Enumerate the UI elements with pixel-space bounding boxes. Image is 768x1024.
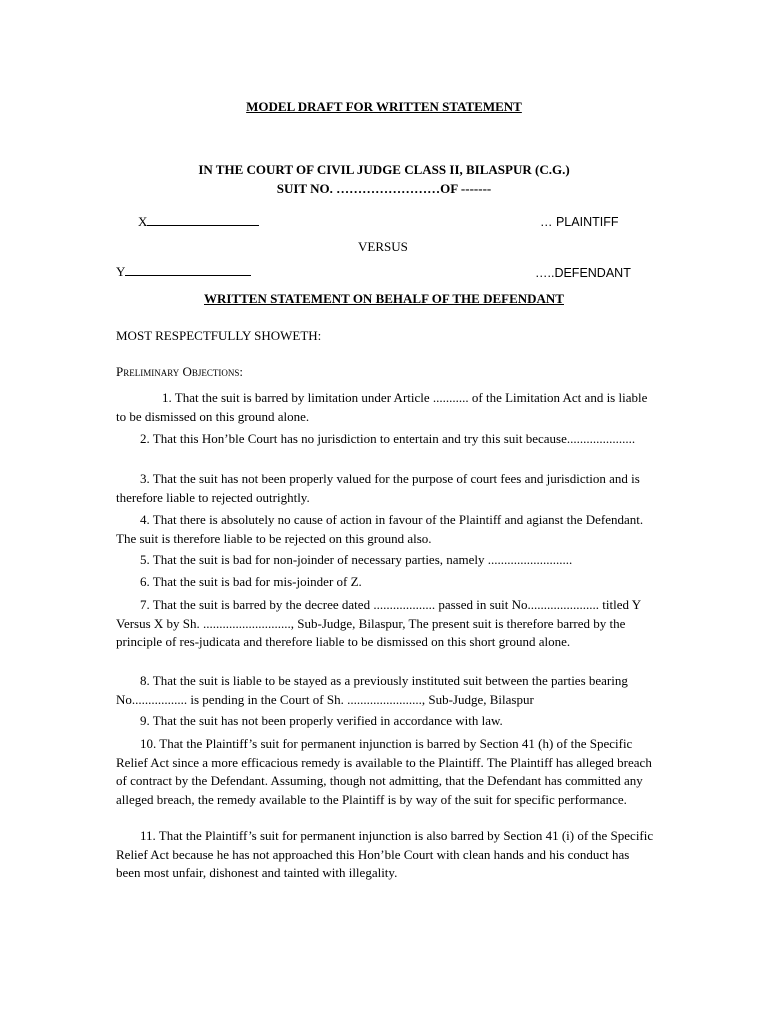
versus-label: VERSUS: [358, 239, 408, 254]
party-y-blank: [125, 264, 251, 276]
objection-paragraph-6: 6. That the suit is bad for mis-joinder of Z.: [140, 574, 362, 589]
showeth-line: MOST RESPECTFULLY SHOWETH:: [116, 328, 322, 343]
party-x-line: [138, 214, 259, 230]
objection-paragraph-10: 10. That the Plaintiff’s suit for permanent injunction is barred by Section 41 (h) of the Specific Relief Act since a more efficacious remedy is available to the Plaintiff. The Plaintiff has alleged breach of contract by the Defendant. Assuming, though not admitting, that the Defendant has committed any alleged breach, the remedy available to the Plaintiff is by way of the suit for specific performance.: [116, 736, 652, 807]
objection-paragraph-1: 1. That the suit is barred by limitation under Article ........... of the Limitation Act and is liable to be dismissed on this ground alone.: [116, 390, 648, 424]
plaintiff-label: … PLAINTIFF: [540, 215, 619, 229]
party-y-label: Y: [116, 264, 126, 279]
objection-paragraph-2: 2. That this Hon’ble Court has no jurisdiction to entertain and try this suit because.....................: [140, 431, 636, 446]
objection-paragraph-3: 3. That the suit has not been properly valued for the purpose of court fees and jurisdiction and is therefore liable to rejected outrightly.: [116, 471, 640, 505]
party-x-label: X: [138, 214, 148, 229]
suit-number-line: SUIT NO. ……………………OF -------: [276, 181, 492, 196]
document-title: MODEL DRAFT FOR WRITTEN STATEMENT: [246, 99, 522, 114]
preliminary-objections-heading: Preliminary Objections:: [116, 364, 243, 379]
objection-paragraph-11: 11. That the Plaintiff’s suit for permanent injunction is also barred by Section 41 (i) of the Specific Relief Act because he has not approached this Hon’ble Court with clean hands and his conduct has been most unfair, dishonest and tainted with illegality.: [116, 828, 654, 880]
party-x-blank: [147, 214, 259, 226]
objection-paragraph-9: 9. That the suit has not been properly verified in accordance with law.: [140, 713, 503, 728]
party-y-line: [116, 264, 251, 280]
objection-paragraph-5: 5. That the suit is bad for non-joinder of necessary parties, namely ..........................: [140, 552, 573, 567]
statement-heading: WRITTEN STATEMENT ON BEHALF OF THE DEFENDANT: [204, 291, 564, 306]
objection-paragraph-4: 4. That there is absolutely no cause of action in favour of the Plaintiff and agianst the Defendant. The suit is therefore liable to be rejected on this ground also.: [116, 512, 644, 546]
court-line: IN THE COURT OF CIVIL JUDGE CLASS II, BILASPUR (C.G.): [198, 162, 570, 177]
objection-paragraph-7: 7. That the suit is barred by the decree dated ................... passed in suit No...................... titled Y Versus X by Sh. ..........................., Sub-Judge, Bilaspur, The present suit is therefore barred by the principle of res-judicata and therefore liable to be dismissed on this short ground alone.: [116, 597, 641, 649]
objection-paragraph-8: 8. That the suit is liable to be stayed as a previously instituted suit between the parties bearing No................. is pending in the Court of Sh. ......................., Sub-Judge, Bilaspur: [116, 673, 628, 707]
defendant-label: …..DEFENDANT: [535, 266, 631, 280]
